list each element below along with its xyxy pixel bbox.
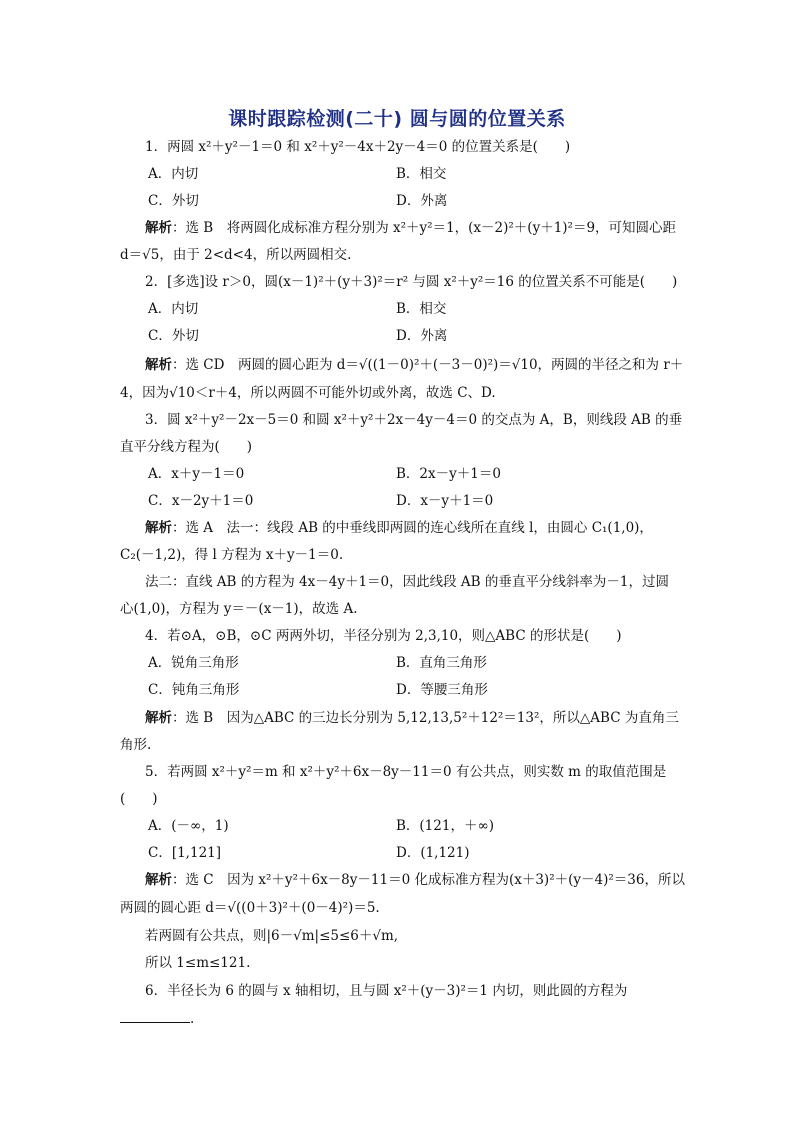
q5-option-b: B．(121，＋∞)	[396, 818, 494, 834]
solution-label: 解析	[145, 710, 172, 726]
q3-option-c: C．x－2y＋1＝0	[148, 493, 254, 509]
q2-solution-line-2: 4，因为√10＜r＋4，所以两圆不可能外切或外离，故选 C、D.	[120, 385, 496, 401]
q6-stem-end: .	[190, 1011, 195, 1027]
q1-solution-line-1	[145, 219, 705, 237]
q3-solution-line-2: C₂(－1,2)，得 l 方程为 x＋y－1＝0.	[120, 547, 344, 563]
q3-option-b: B．2x－y＋1＝0	[396, 466, 501, 482]
q3-option-d: D．x－y＋1＝0	[396, 493, 494, 509]
q4-option-c: C．钝角三角形	[148, 682, 240, 698]
q4-option-d: D．等腰三角形	[396, 682, 488, 698]
q1-solution-line-2: d＝√5，由于 2<d<4，所以两圆相交.	[120, 247, 352, 263]
q5-solution-line-4: 所以 1≤m≤121.	[145, 955, 251, 971]
q5-solution-line-1	[145, 871, 705, 889]
solution-label: 解析	[145, 357, 172, 373]
q1-option-b: B．相交	[396, 166, 447, 182]
q5-option-a: A．(－∞，1)	[148, 818, 229, 834]
q1-option-a: A．内切	[148, 166, 199, 182]
q3-solution-text-1: ：选 A 法一：线段 AB 的中垂线即两圆的连心线所在直线 l，由圆心 C₁(1,0)，	[172, 520, 653, 536]
q3-solution-line-4: 心(1,0)，方程为 y＝－(x－1)，故选 A.	[120, 601, 358, 617]
q6-answer-line	[120, 1010, 680, 1028]
q3-stem-line-2: 直平分线方程为( )	[120, 439, 253, 455]
q5-stem-line-1: 5．若两圆 x²＋y²＝m 和 x²＋y²＋6x－8y－11＝0 有公共点，则实数 m 的取值范围是	[145, 764, 667, 780]
q2-option-b: B．相交	[396, 301, 447, 317]
solution-label: 解析	[145, 220, 172, 236]
q2-option-a: A．内切	[148, 301, 199, 317]
q2-stem: 2．[多选]设 r＞0，圆(x－1)²＋(y＋3)²＝r² 与圆 x²＋y²＝16 的位置关系不可能是( )	[145, 274, 678, 290]
q4-solution-line-1	[145, 709, 705, 727]
q5-solution-line-3: 若两圆有公共点，则|6－√m|≤5≤6＋√m,	[145, 928, 399, 944]
q5-option-c: C．[1,121]	[148, 845, 222, 861]
q3-solution-line-3: 法二：直线 AB 的方程为 4x－4y＋1＝0，因此线段 AB 的垂直平分线斜率为－1，过圆	[145, 574, 669, 590]
q1-option-d: D．外离	[396, 193, 448, 209]
q3-option-a: A．x＋y－1＝0	[148, 466, 245, 482]
q4-stem: 4．若⊙A，⊙B，⊙C 两两外切，半径分别为 2,3,10，则△ABC 的形状是( )	[145, 628, 622, 644]
q5-stem-line-2: ( )	[120, 791, 158, 807]
q6-stem-line-1: 6．半径长为 6 的圆与 x 轴相切，且与圆 x²＋(y－3)²＝1 内切，则此圆的方程为	[145, 983, 628, 999]
q1-stem: 1．两圆 x²＋y²－1＝0 和 x²＋y²－4x＋2y－4＝0 的位置关系是( )	[145, 139, 571, 155]
q2-solution-line-1	[145, 356, 705, 374]
q3-stem-line-1: 3．圆 x²＋y²－2x－5＝0 和圆 x²＋y²＋2x－4y－4＝0 的交点为 A，B，则线段 AB 的垂	[145, 412, 683, 428]
solution-label: 解析	[145, 520, 172, 536]
answer-blank[interactable]	[120, 1010, 190, 1023]
q2-option-d: D．外离	[396, 328, 448, 344]
q4-solution-text-1: ：选 B 因为△ABC 的三边长分别为 5,12,13,5²＋12²＝13²，所以△ABC 为直角三	[172, 710, 679, 726]
q2-solution-text-1: ：选 CD 两圆的圆心距为 d＝√((1－0)²＋(－3－0)²)＝√10，两圆的半径之和为 r＋	[172, 357, 684, 373]
q5-solution-text-1: ：选 C 因为 x²＋y²＋6x－8y－11＝0 化成标准方程为(x＋3)²＋(y－4)²＝36，所以	[172, 872, 685, 888]
q5-solution-line-2: 两圆的圆心距 d＝√((0＋3)²＋(0－4)²)＝5.	[120, 900, 380, 916]
q3-solution-line-1	[145, 519, 705, 537]
q2-option-c: C．外切	[148, 328, 199, 344]
q1-solution-text-1: ：选 B 将两圆化成标准方程分别为 x²＋y²＝1，(x－2)²＋(y＋1)²＝9，可知圆心距	[172, 220, 677, 236]
page-title: 课时跟踪检测(二十) 圆与圆的位置关系	[228, 108, 566, 130]
q4-option-a: A．锐角三角形	[148, 655, 239, 671]
solution-label: 解析	[145, 872, 172, 888]
q5-option-d: D．(1,121)	[396, 845, 470, 861]
q4-option-b: B．直角三角形	[396, 655, 487, 671]
q1-option-c: C．外切	[148, 193, 199, 209]
q4-solution-line-2: 角形.	[120, 737, 152, 753]
